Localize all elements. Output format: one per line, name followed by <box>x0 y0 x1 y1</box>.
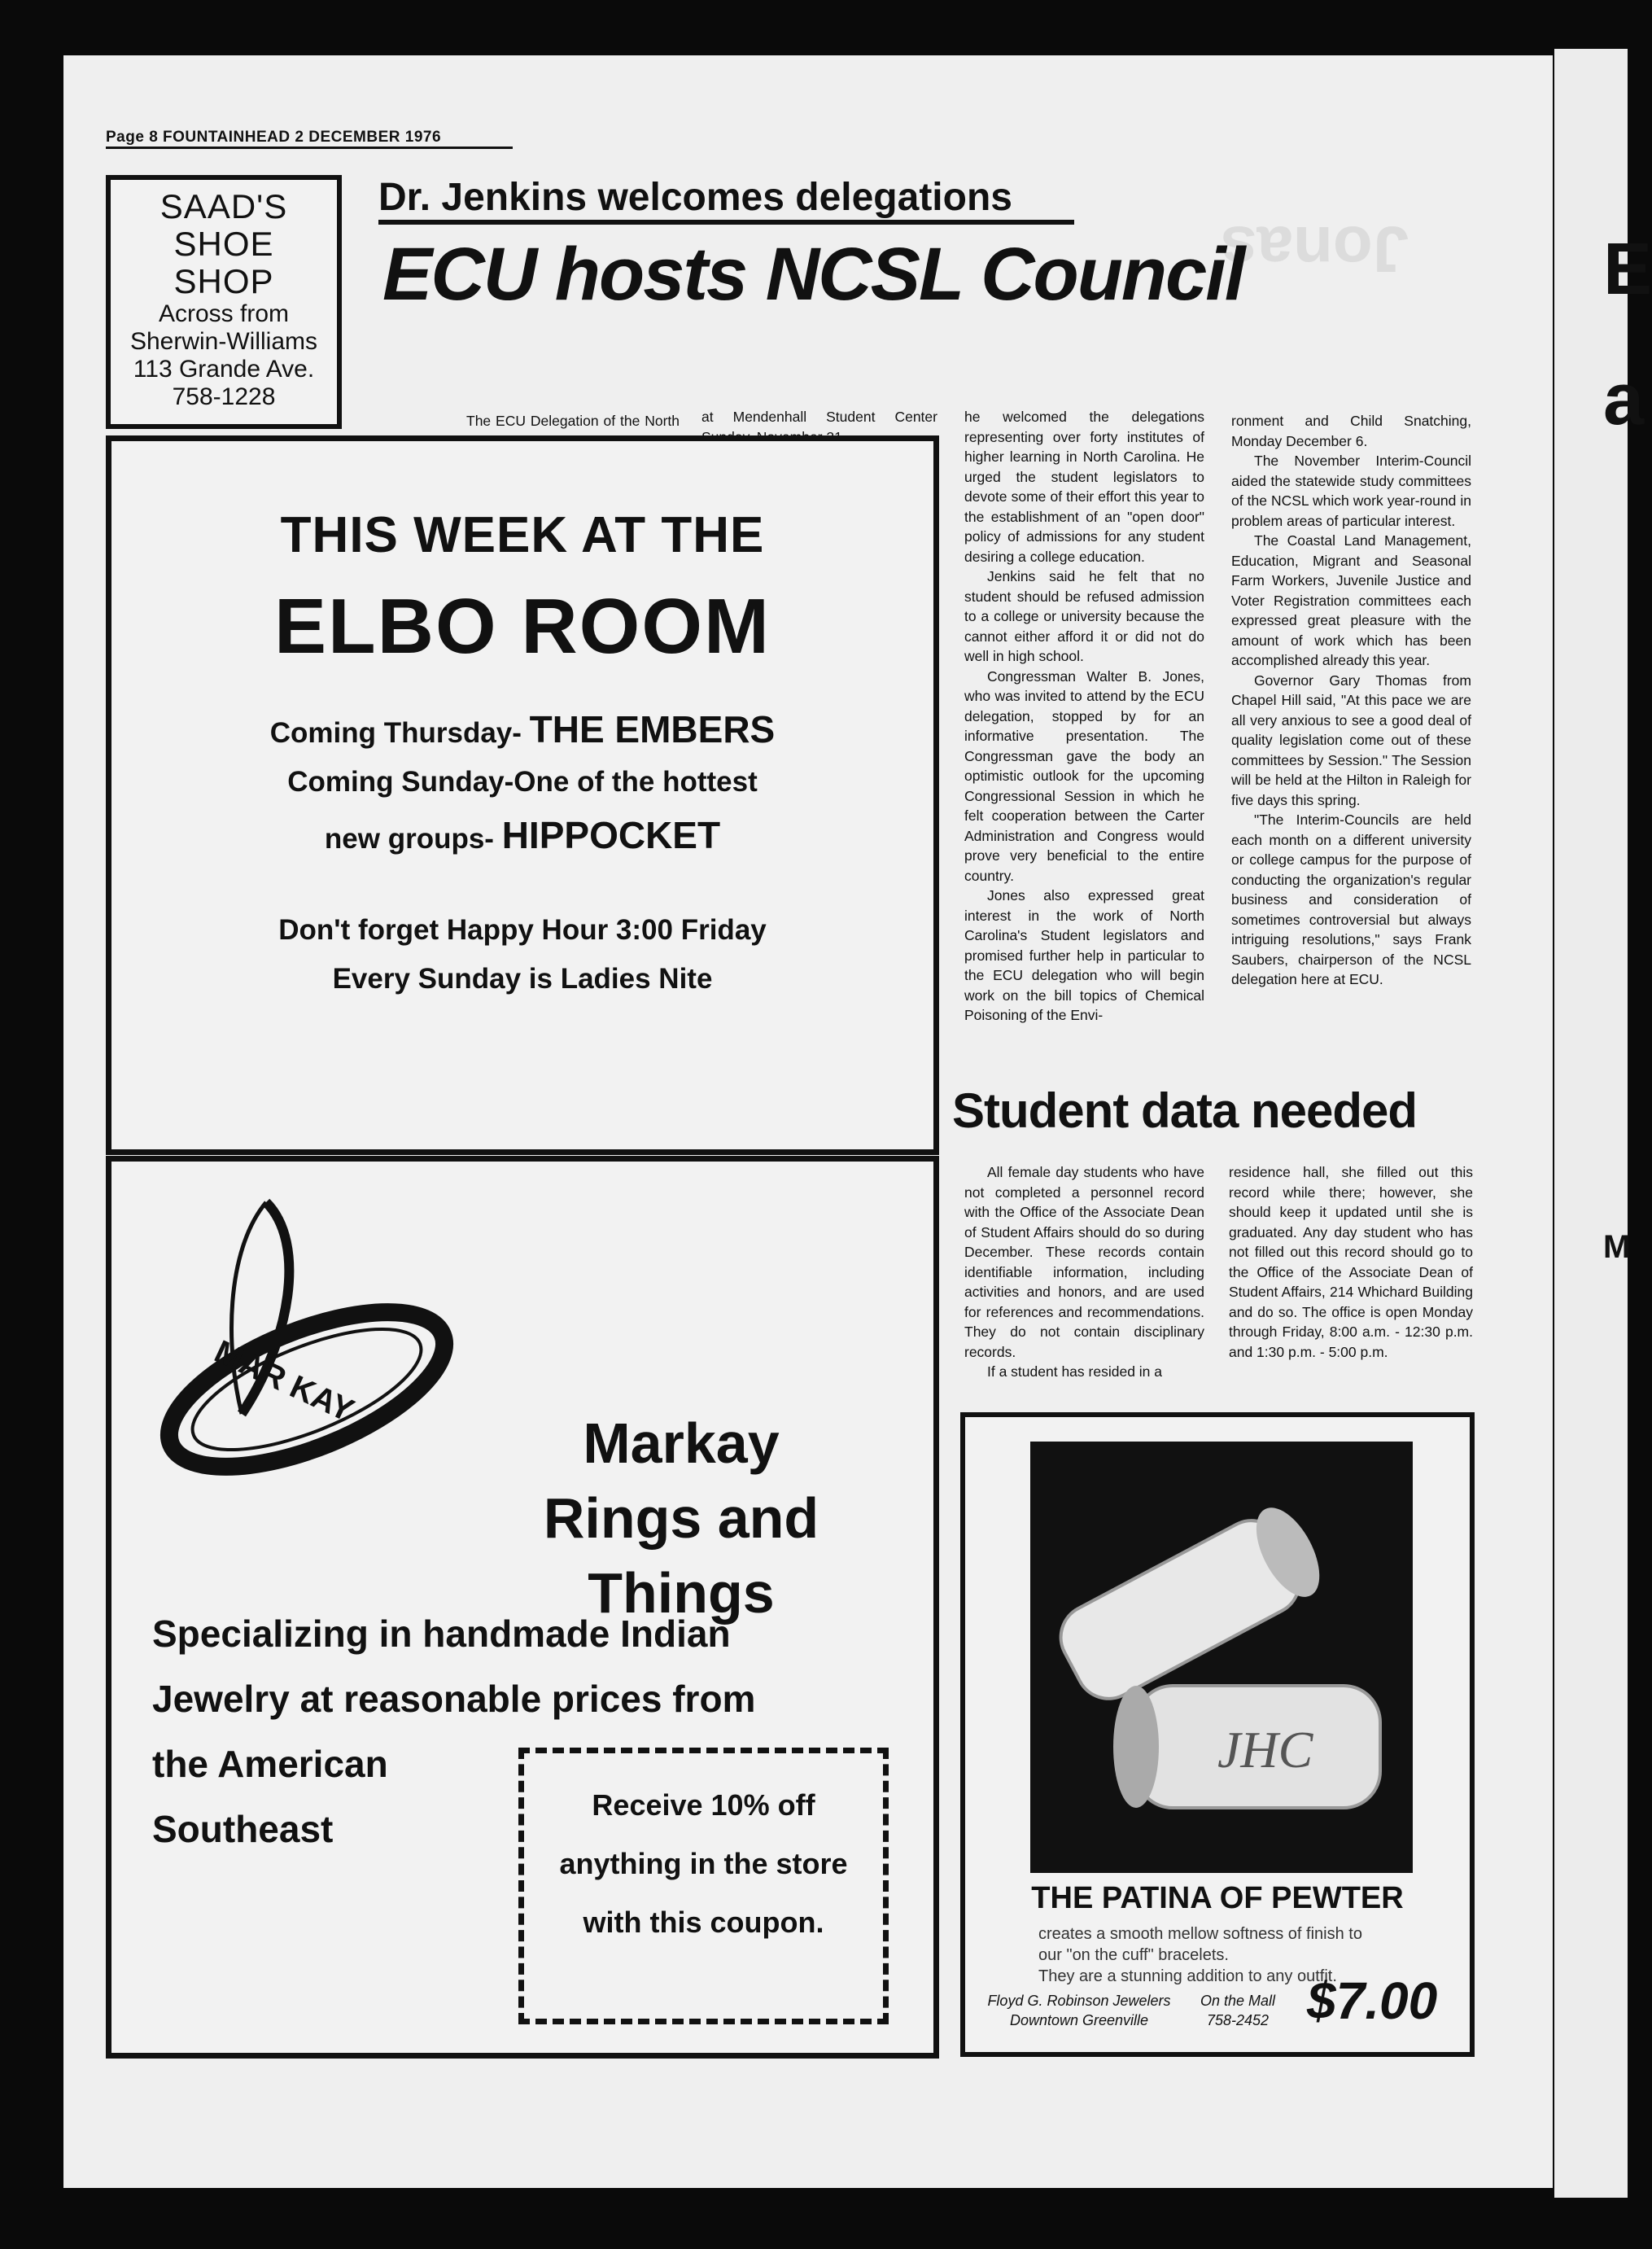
saad-line3: SHOP <box>173 262 274 300</box>
elbo-sunday: Coming Sunday-One of the hottest <box>287 766 758 798</box>
markay-title <box>461 1406 901 1630</box>
pewter-mall1: On the Mall <box>1200 1993 1276 2009</box>
elbo-new-act: HIPPOCKET <box>501 814 721 856</box>
saad-line6: 113 Grande Ave. <box>133 356 315 383</box>
markay-title1: Markay <box>583 1411 780 1475</box>
edge-letter-m: M <box>1603 1229 1631 1265</box>
article-col4-p5: "The Interim-Councils are held each month on a different university or college campus for the purpose of conducting the organization's regular business and consideration of sometimes controversial but always intriguing resolutions," says Frank Saubers, chairperson of the NCSL delegation here at ECU. <box>1231 812 1471 987</box>
article-col3-p1: he welcomed the delegations representing over forty institutes of higher learning in North Carolina. He urged the student legislators to devote some of their effort this year to the establishment of an "open door" policy of admissions for any student desiring a college education. <box>964 409 1204 565</box>
student-data-col2-p1: residence hall, she filled out this record while there; however, she should keep it updated until she is graduated. Any day student who has not filled out this record should go to the Office of the Associate Dean of Student Affairs, 214 Whichard Building and do so. The office is open Monday through Friday, 8:00 a.m. - 12:30 p.m. and 1:30 p.m. - 5:00 p.m. <box>1229 1164 1473 1360</box>
saad-line1: SAAD'S <box>160 187 288 225</box>
saad-line7: 758-1228 <box>172 383 276 410</box>
ring-logo-text: MAR KAY <box>208 1333 360 1429</box>
coupon-line2: anything in the store <box>559 1847 848 1880</box>
adjacent-page-edge <box>1554 49 1652 2198</box>
elbo-new-groups <box>111 813 933 857</box>
kicker-rule <box>378 220 1074 225</box>
pewter-store1: Floyd G. Robinson Jewelers <box>987 1993 1171 2009</box>
saad-line2: SHOE <box>173 225 274 263</box>
edge-letter-e: E <box>1603 229 1652 310</box>
pewter-price: $7.00 <box>1307 1971 1438 2030</box>
pewter-store <box>973 1991 1185 2030</box>
elbo-line2: ELBO ROOM <box>274 583 771 670</box>
article-col4-p2: The November Interim-Council aided the statewide study committees of the NCSL which work year-round in problem areas of particular interest. <box>1231 453 1471 529</box>
student-data-col1 <box>964 1162 1204 1382</box>
coupon-line1: Receive 10% off <box>592 1788 815 1822</box>
article-col4-p1: ronment and Child Snatching, Monday December 6. <box>1231 413 1471 449</box>
folio-rule <box>106 147 513 149</box>
bracelet-icon <box>1030 1442 1413 1873</box>
saad-line4: Across from <box>158 300 290 327</box>
article-kicker: Dr. Jenkins welcomes delegations <box>378 176 1012 219</box>
student-data-col2 <box>1229 1162 1473 1362</box>
page-folio: Page 8 FOUNTAINHEAD 2 DECEMBER 1976 <box>106 129 442 146</box>
pewter-copy2: our "on the cuff" bracelets. <box>1038 1946 1229 1964</box>
article-col3-p4: Jones also expressed great interest in the work of North Carolina's Student legislators and promised further help in particular to the ECU delegation who will begin work on the bill topics of Chemical Poisoning of the Envi- <box>964 887 1204 1023</box>
markay-body1: Specializing in handmade Indian <box>152 1612 731 1655</box>
markay-title2: Rings and Things <box>543 1486 819 1625</box>
saad-line5: Sherwin-Williams <box>129 328 318 355</box>
pewter-mall2: 758-2452 <box>1206 2012 1270 2028</box>
markay-coupon <box>518 1748 889 2024</box>
show-through-text: Jonas <box>1221 213 1409 286</box>
markay-ad <box>106 1156 939 2059</box>
elbo-line1: THIS WEEK AT THE <box>280 507 765 563</box>
edge-letter-a: a <box>1603 359 1645 440</box>
article-col4-p4: Governor Gary Thomas from Chapel Hill said, "At this pace we are all very anxious to see a good deal of quality legislation come out of these committees by Session." The Session will be held at the Hilton in Raleigh for five days this spring. <box>1231 672 1471 808</box>
saad-shoe-shop-ad <box>106 175 342 429</box>
elbo-thursday-act: THE EMBERS <box>529 708 776 750</box>
article-col4-p3: The Coastal Land Management, Education, Migrant and Seasonal Farm Workers, Juvenile Justice and Voter Registration committees each expressed great pleasure with the amount of work which has been accomplished already this year. <box>1231 532 1471 668</box>
elbo-ladies-nite: Every Sunday is Ladies Nite <box>332 963 713 995</box>
article-col3 <box>964 407 1204 1026</box>
elbo-room-ad <box>106 435 939 1155</box>
elbo-happy-hour: Don't forget Happy Hour 3:00 Friday <box>278 914 767 946</box>
elbo-new-label: new groups- <box>324 823 494 855</box>
article-headline: ECU hosts NCSL Council <box>382 233 1244 316</box>
pewter-title: THE PATINA OF PEWTER <box>1031 1881 1404 1915</box>
pewter-copy3: They are a stunning addition to any outfit. <box>1038 1967 1337 1985</box>
elbo-thursday <box>111 707 933 751</box>
bracelet-monogram: JHC <box>1217 1721 1313 1779</box>
pewter-copy1: creates a smooth mellow softness of finish to <box>1038 1925 1362 1943</box>
article-col3-p2: Jenkins said he felt that no student should be refused admission to a college or university because the cannot either afford it or did not do well in high school. <box>964 568 1204 664</box>
article-col1-p1: The ECU Delegation of the North <box>466 413 680 429</box>
bracelet-photo <box>1030 1442 1413 1873</box>
coupon-line3: with this coupon. <box>583 1906 824 1939</box>
ring-logo-icon <box>144 1186 486 1479</box>
student-data-col1-p1: All female day students who have not completed a personnel record with the Office of the Associate Dean of Student Affairs should do so during December. These records contain identifiable information, including activities and honors, and are used for references and recommendations. They do not contain disciplinary records. <box>964 1164 1204 1360</box>
article-col3-p3: Congressman Walter B. Jones, who was invited to attend by the ECU delegation, stopped by for an informative presentation. The Congressman gave the body an optimistic outlook for the upcoming Congressional Session in which he felt cooperation between the Carter Administration and Congress would prove very beneficial to the entire country. <box>964 667 1204 884</box>
markay-body3: the American <box>152 1743 388 1785</box>
article-col4 <box>1231 411 1471 990</box>
pewter-ad <box>960 1412 1475 2057</box>
article-col2-p1: at Mendenhall Student Center <box>701 409 937 425</box>
pewter-store2: Downtown Greenville <box>1009 2012 1149 2028</box>
markay-body2: Jewelry at reasonable prices from <box>152 1678 756 1720</box>
student-data-col1-p2: If a student has resided in a <box>987 1363 1162 1380</box>
markay-body4: Southeast <box>152 1808 334 1850</box>
elbo-thursday-label: Coming Thursday- <box>269 717 522 749</box>
student-data-headline: Student data needed <box>952 1083 1418 1138</box>
pewter-mall <box>1177 1991 1299 2030</box>
